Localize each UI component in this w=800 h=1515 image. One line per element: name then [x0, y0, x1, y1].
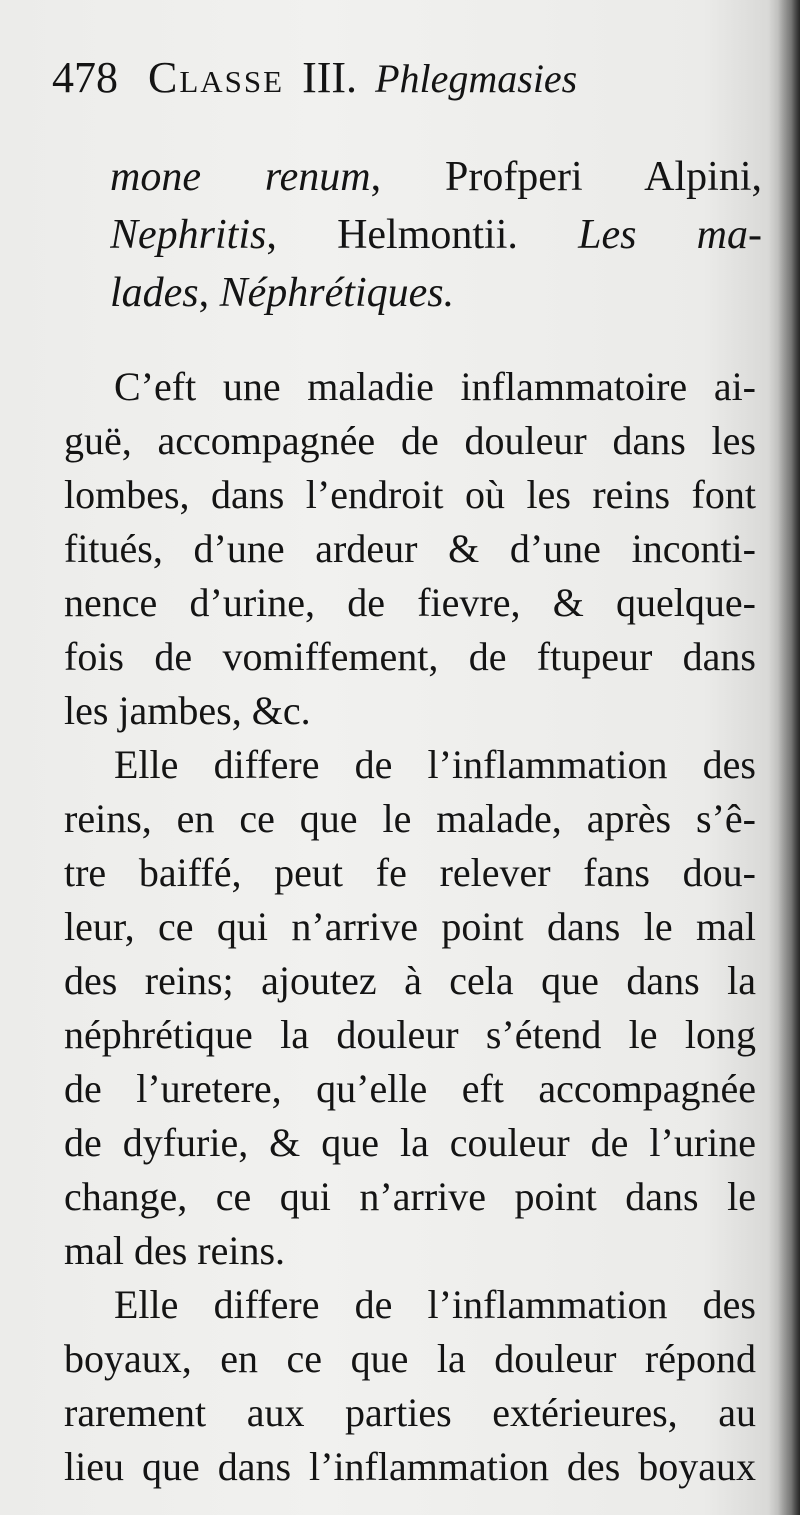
text-line: lieu que dans l’inflammation des boyaux	[64, 1444, 756, 1489]
text-line: nence d’urine, de fievre, & quelque-	[64, 580, 756, 625]
classe-number: III.	[302, 53, 358, 102]
text-line: tre baiffé, peut fe relever fans dou-	[64, 850, 756, 895]
text-line: Elle differe de l’inflammation des	[114, 742, 756, 787]
text-line: lombes, dans l’endroit où les reins font	[64, 472, 756, 517]
text-line: néphrétique la douleur s’étend le long	[64, 1012, 756, 1057]
text-line: C’eft une maladie inflammatoire ai-	[114, 364, 756, 409]
text-line: de dyfurie, & que la couleur de l’urine	[64, 1120, 756, 1165]
text-line: lades, Néphrétiques.	[110, 270, 455, 316]
text-line: leur, ce qui n’arrive point dans le mal	[64, 904, 756, 949]
running-head	[52, 52, 752, 112]
text-line: de l’uretere, qu’elle eft accompagnée	[64, 1066, 756, 1111]
text-line: Nephritis, Helmontii. Les ma-	[110, 212, 762, 258]
text-line: fois de vomiffement, de ftupeur dans	[64, 634, 756, 679]
text-line: mone renum, Profperi Alpini,	[110, 154, 762, 200]
text-line: mal des reins.	[64, 1228, 286, 1273]
text-line: reins, en ce que le malade, après s’ê-	[64, 796, 756, 841]
running-title: Phlegmasies	[375, 56, 578, 101]
text-line: fitués, d’une ardeur & d’une inconti-	[64, 526, 756, 571]
classe-label: Classe	[148, 53, 285, 102]
text-line: les jambes, &c.	[64, 688, 311, 733]
text-line: Elle differe de l’inflammation des	[114, 1282, 756, 1327]
text-line: change, ce qui n’arrive point dans le	[64, 1174, 756, 1219]
text-line: rarement aux parties extérieures, au	[64, 1390, 756, 1435]
page-edge-shadow	[778, 0, 800, 1515]
text-line: des reins; ajoutez à cela que dans la	[64, 958, 756, 1003]
page-number: 478	[52, 53, 118, 102]
text-line: guë, accompagnée de douleur dans les	[64, 418, 756, 463]
text-line: boyaux, en ce que la douleur répond	[64, 1336, 756, 1381]
